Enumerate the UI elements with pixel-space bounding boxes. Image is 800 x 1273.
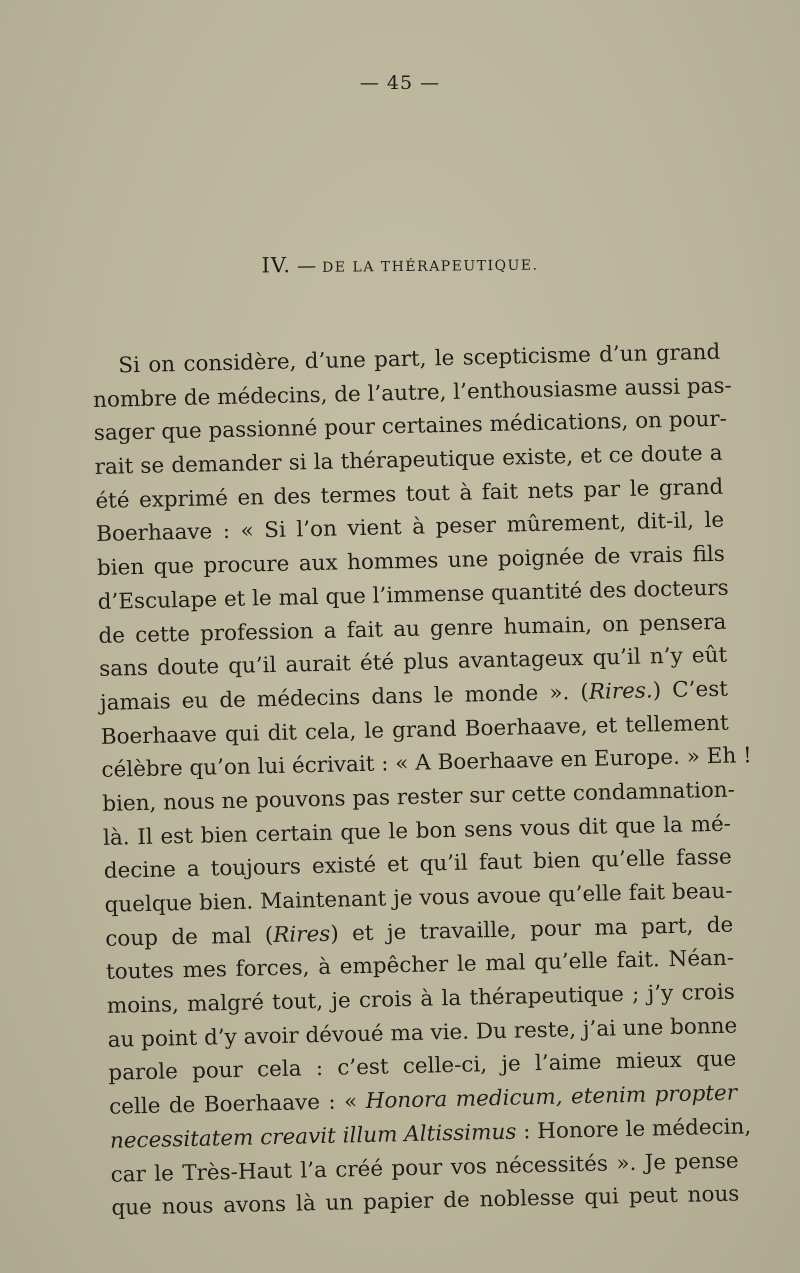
- line-text: que nous avons là un papier de noblesse qui peut nous: [111, 1181, 740, 1221]
- line-text: bien, nous ne pouvons pas rester sur cette condamnation-: [102, 777, 736, 817]
- line-text: celle de Boerhaave : «: [108, 1089, 366, 1120]
- line-text: quelque bien. Maintenant je vous avoue qu’elle fait beau-: [104, 878, 733, 918]
- chapter-numeral: IV.: [261, 253, 292, 278]
- line-text: ) C’est: [652, 676, 729, 704]
- line-text: de cette profession a fait au genre humain, on pensera: [98, 609, 727, 649]
- line-text: bien que procure aux hommes une poignée de vrais fils: [96, 541, 726, 582]
- line-text: Boerhaave : « Si l’on vient à peser mûrement, dit-il, le: [95, 508, 725, 548]
- chapter-heading: DE LA THÉRAPEUTIQUE.: [322, 257, 539, 276]
- line-text: sans doute qu’il aurait été plus avantageux qu’il n’y eût: [98, 642, 728, 683]
- page-number: — 45 —: [359, 72, 441, 94]
- line-text: au point d’y avoir dévoué ma vie. Du reste, j’ai une bonne: [107, 1013, 738, 1053]
- chapter-title: [0, 248, 800, 280]
- italic-text: Rires: [272, 921, 331, 948]
- line-text: coup de mal (: [105, 922, 274, 952]
- line-text: sager que passionné pour certaines médications, on pour-: [93, 406, 728, 447]
- line-text: rait se demander si la thérapeutique existe, et ce doute a: [94, 440, 723, 481]
- line-text: decine a toujours existé et qu’il faut bien qu’elle fasse: [103, 844, 732, 885]
- line-text: célèbre qu’on lui écrivait : « A Boerhaave en Europe. » Eh !: [101, 743, 753, 784]
- body-text: [92, 336, 753, 1226]
- line-text: d’Esculape et le mal que l’immense quantité des docteurs: [97, 575, 729, 615]
- line-text: nombre de médecins, de l’autre, l’enthousiasme aussi pas-: [92, 373, 733, 413]
- line-text: car le Très-Haut l’a créé pour vos nécessités ». Je pense: [110, 1148, 739, 1188]
- italic-text: Honora medicum, etenim propter: [365, 1080, 738, 1115]
- line-text: Boerhaave qui dit cela, le grand Boerhaave, et tellement: [100, 710, 729, 750]
- line-text: Si on considère, d’une part, le scepticisme d’un grand: [118, 339, 721, 379]
- italic-text: necessitatem creavit illum Altissimus: [109, 1119, 517, 1154]
- line-text: là. Il est bien certain que le bon sens vous dit que la mé-: [102, 811, 732, 851]
- line-text: ) et je travaille, pour ma part, de: [330, 912, 734, 947]
- line-text: moins, malgré tout, je crois à la thérapeutique ; j’y crois: [106, 979, 736, 1019]
- italic-text: Rires.: [588, 678, 654, 705]
- line-text: toutes mes forces, à empêcher le mal qu’elle fait. Néan-: [105, 945, 735, 986]
- line-text: jamais eu de médecins dans le monde ». (: [99, 679, 590, 716]
- line-text: été exprimé en des termes tout à fait nets par le grand: [95, 474, 724, 514]
- line-text: parole pour cela : c’est celle-ci, je l’aime mieux que: [108, 1047, 737, 1087]
- chapter-dash: —: [296, 254, 317, 278]
- line-text: : Honore le médecin,: [516, 1114, 752, 1145]
